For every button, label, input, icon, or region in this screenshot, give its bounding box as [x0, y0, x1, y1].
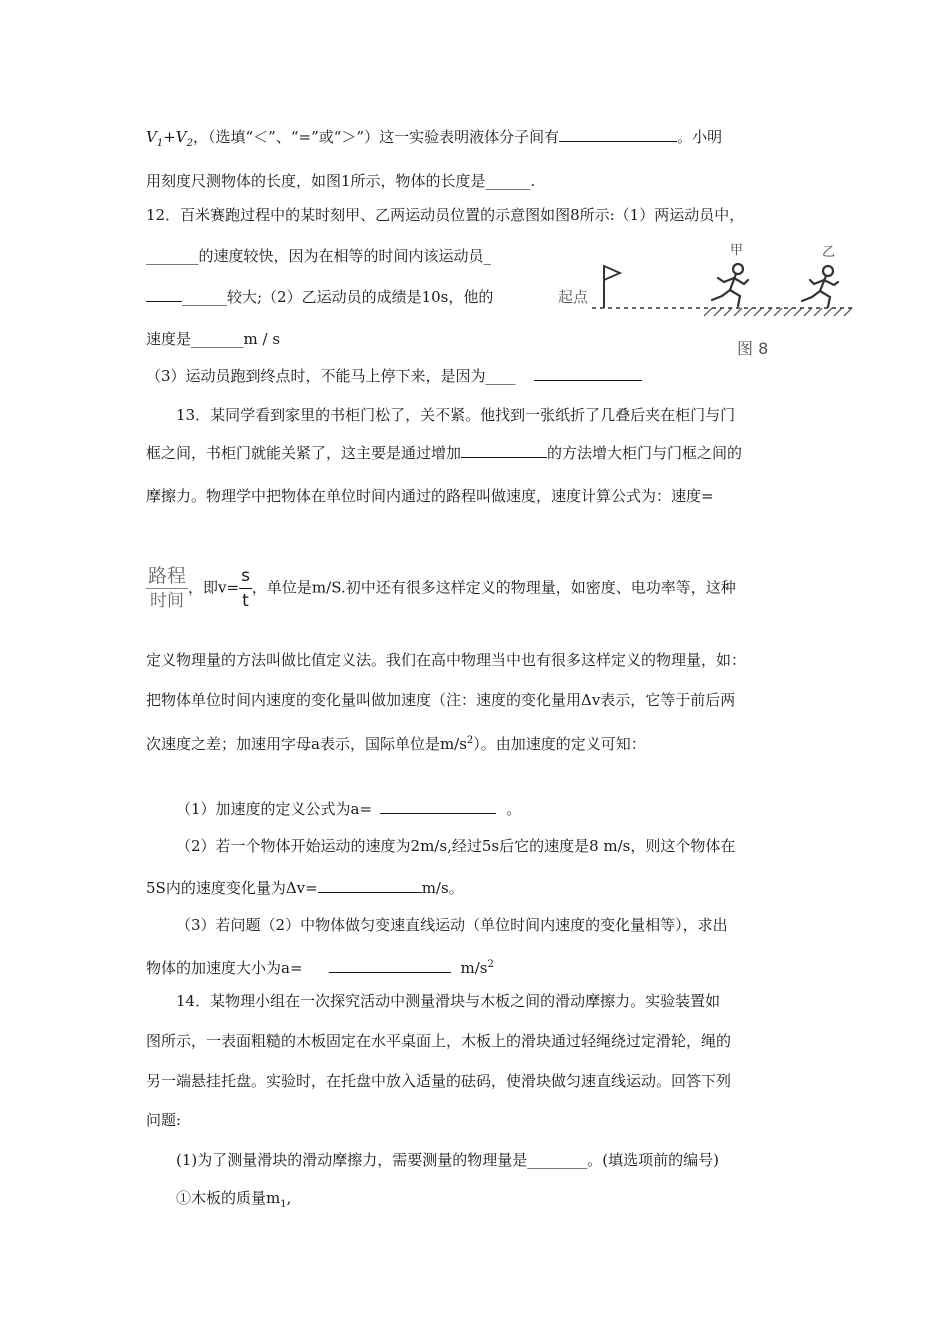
q12-line-2: _______的速度较快，因为在相等的时间内该运动员_ [146, 247, 492, 265]
q13-line-3: 摩擦力。物理学中把物体在单位时间内通过的路程叫做速度，速度计算公式为：速度= [146, 487, 714, 505]
figure-8-runners [552, 238, 856, 368]
q14-line-5: (1)为了测量滑块的滑动摩擦力，需要测量的物理量是________。(填选项前的编号) [176, 1151, 719, 1169]
fraction-denominator: 时间 [150, 591, 184, 611]
fraction-denominator: t [242, 591, 249, 611]
answer-blank[interactable] [461, 443, 547, 458]
label-yi: 乙 [822, 245, 836, 260]
q13-part-3b: 物体的加速度大小为$a= m/s^2$ [146, 959, 494, 977]
q12-line-4: 速度是_______m / s [146, 330, 281, 348]
figure-caption: 图 8 [737, 339, 769, 358]
q13-line-1: 13．某同学看到家里的书柜门松了，关不紧。他找到一张纸折了几叠后夹在柜门与门 [176, 406, 736, 424]
q13-part-2b: 5S内的速度变化量为Δv= m/s。 [146, 879, 464, 897]
answer-blank[interactable] [318, 878, 422, 893]
q14-line-4: 问题: [146, 1111, 182, 1129]
q13-part-3: （3）若问题（2）中物体做匀变速直线运动（单位时间内速度的变化量相等），求出 [176, 916, 728, 934]
label-jia: 甲 [730, 243, 744, 258]
fraction-numerator: 路程 [148, 565, 187, 587]
q14-line-1: 14．某物理小组在一次探究活动中测量滑块与木板之间的滑动摩擦力。实验装置如 [176, 992, 721, 1010]
q13-line-5: 把物体单位时间内速度的变化量叫做加速度（注：速度的变化量用Δv表示，它等于前后两 [146, 691, 736, 709]
fraction-s-over-t [239, 566, 252, 611]
fraction-numerator: s [239, 566, 252, 589]
fraction-distance-over-time [146, 566, 188, 611]
line-2: 用刻度尺测物体的长度，如图1所示，物体的长度是______. [146, 172, 536, 190]
q13-line-2: 框之间，书柜门就能关紧了，这主要是通过增加 的方法增大柜门与门框之间的 [146, 444, 743, 462]
line-1: $V_1+V_2$，（选填“＜”、“=”或“＞”）这一实验表明液体分子间有 。小明 [146, 128, 723, 149]
q12-line-3: ______较大;（2）乙运动员的成绩是10s，他的 [146, 287, 493, 307]
v1: $V_1$ [146, 128, 164, 149]
start-label: 起点 [558, 288, 589, 306]
q14-line-2: 图所示，一表面粗糙的木板固定在水平桌面上，木板上的滑块通过轻绳绕过定滑轮，绳的 [146, 1032, 732, 1050]
speed-formula-line: $\frac{\text{路程}}{\text{时间}}$ ，即v= $\frac{s}{t}$ ，单位是m/S.初中还有很多这样定义的物理量，如密度、电功率等，这种 [148, 565, 736, 611]
v2: $+V_2$ [163, 128, 193, 149]
q12-line-5: （3）运动员跑到终点时，不能马上停下来，是因为____ [146, 366, 642, 386]
answer-blank[interactable] [146, 287, 182, 302]
q13-part-1: （1）加速度的定义公式为a= 。 [176, 800, 522, 818]
q13-line-6: 次速度之差；加速用字母a表示，国际单位是$m/s^2$）。由加速度的定义可知： [146, 735, 646, 753]
answer-blank[interactable] [559, 127, 677, 142]
q12-line-1: 12．百米赛跑过程中的某时刻甲、乙两运动员位置的示意图如图8所示:（1）两运动员中， [146, 206, 745, 224]
answer-blank[interactable] [329, 958, 451, 973]
answer-blank[interactable] [534, 366, 642, 381]
answer-blank[interactable] [380, 799, 496, 814]
q14-option-1: ①木板的质量$m_1$, [176, 1189, 292, 1210]
q13-part-2: （2）若一个物体开始运动的速度为2m/s,经过5s后它的速度是8 m/s，则这个物体在 [176, 837, 736, 855]
q14-line-3: 另一端悬挂托盘。实验时，在托盘中放入适量的砝码，使滑块做匀速直线运动。回答下列 [146, 1072, 732, 1090]
q13-line-4: 定义物理量的方法叫做比值定义法。我们在高中物理当中也有很多这样定义的物理量，如： [146, 651, 747, 669]
